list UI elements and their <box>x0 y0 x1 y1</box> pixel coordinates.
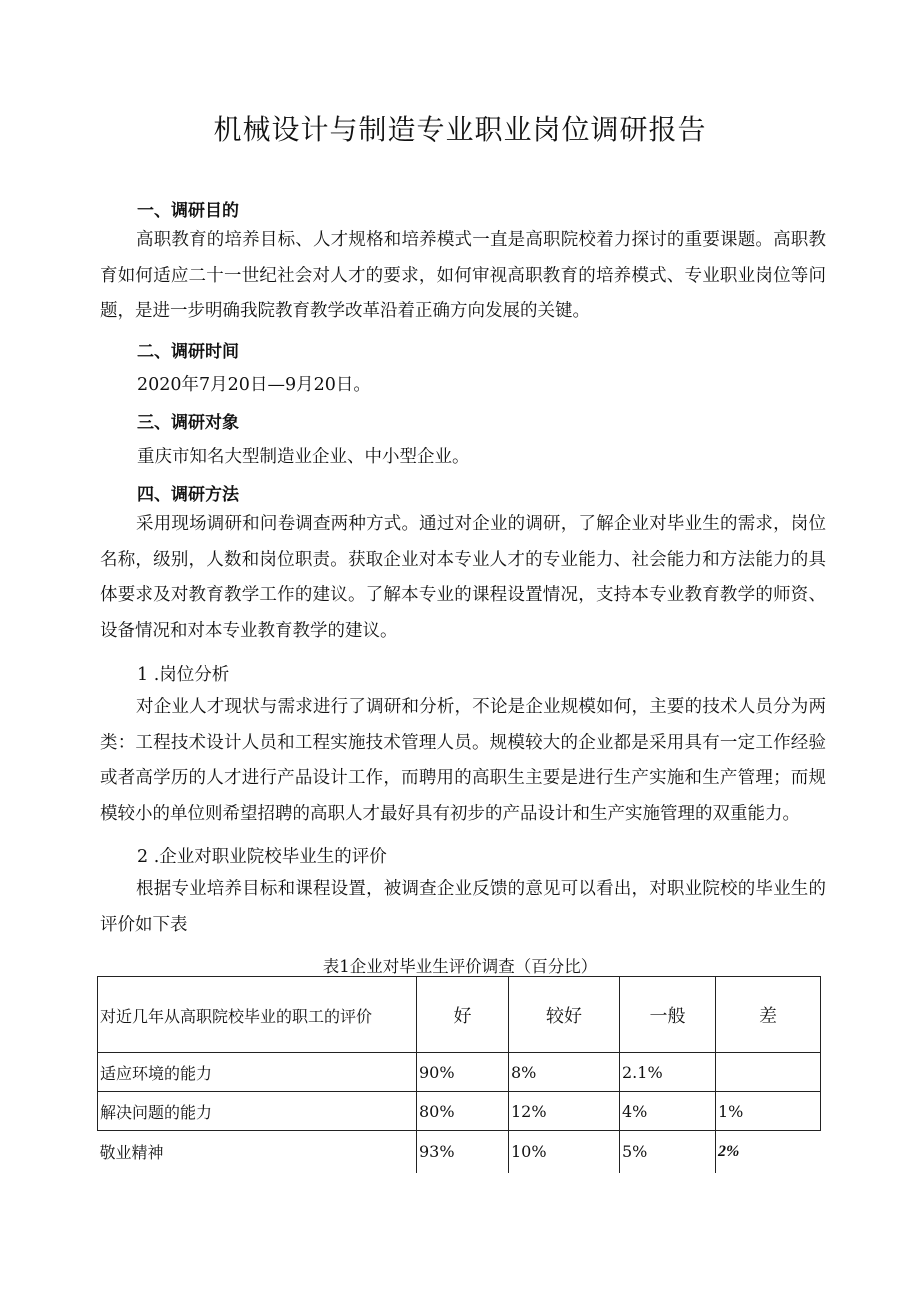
section-text-time: 2020年7月20日—9月20日。 <box>137 375 371 395</box>
table-cell: 敬业精神 <box>98 1131 417 1173</box>
table-cell: 93% <box>417 1131 509 1173</box>
table-cell: 解决问题的能力 <box>98 1092 417 1131</box>
table-cell: 2% <box>716 1131 821 1173</box>
table-row <box>98 1053 821 1092</box>
table-header-cell: 一般 <box>620 977 716 1053</box>
table-header-row <box>98 977 821 1053</box>
table-header-cell: 对近几年从高职院校毕业的职工的评价 <box>98 977 417 1053</box>
subsection-heading-evaluation: 2 .企业对职业院校毕业生的评价 <box>137 847 387 867</box>
table-cell: 适应环境的能力 <box>98 1053 417 1092</box>
table-header-cell: 较好 <box>509 977 620 1053</box>
section-text-purpose: 高职教育的培养目标、人才规格和培养模式一直是高职院校着力探讨的重要课题。高职教育如何适应二十一世纪社会对人才的要求，如何审视高职教育的培养模式、专业职业岗位等问题，是进一步明确我院教育教学改革沿着正确方向发展的关键。 <box>100 230 826 321</box>
subsection-text-evaluation: 根据专业培养目标和课程设置，被调查企业反馈的意见可以看出，对职业院校的毕业生的评价如下表 <box>100 879 826 935</box>
table-cell: 80% <box>417 1092 509 1131</box>
table-cell <box>716 1053 821 1092</box>
table-cell: 12% <box>509 1092 620 1131</box>
table-header-cell: 差 <box>716 977 821 1053</box>
section-heading-target: 三、调研对象 <box>137 413 239 433</box>
table-row <box>98 1092 821 1131</box>
table-caption: 表1企业对毕业生评价调查（百分比） <box>322 957 598 976</box>
section-text-method: 采用现场调研和问卷调查两种方式。通过对企业的调研，了解企业对毕业生的需求，岗位名称，级别，人数和岗位职责。获取企业对本专业人才的专业能力、社会能力和方法能力的具体要求及对教育教学工作的建议。了解本专业的课程设置情况，支持本专业教育教学的师资、设备情况和对本专业教育教学的建议。 <box>100 514 826 641</box>
table-cell: 10% <box>509 1131 620 1173</box>
evaluation-table <box>97 976 821 1173</box>
section-text-target: 重庆市知名大型制造业企业、中小型企业。 <box>137 447 470 467</box>
table-cell: 90% <box>417 1053 509 1092</box>
section-heading-purpose: 一、调研目的 <box>137 201 239 221</box>
table-cell: 1% <box>716 1092 821 1131</box>
table-row <box>98 1131 821 1173</box>
section-heading-time: 二、调研时间 <box>137 342 239 362</box>
subsection-heading-job-analysis: 1 .岗位分析 <box>137 665 230 685</box>
table-cell: 2.1% <box>620 1053 716 1092</box>
page-title: 机械设计与制造专业职业岗位调研报告 <box>213 113 707 146</box>
table-cell: 8% <box>509 1053 620 1092</box>
section-heading-method: 四、调研方法 <box>137 485 239 505</box>
table-cell: 5% <box>620 1131 716 1173</box>
table-header-cell: 好 <box>417 977 509 1053</box>
subsection-text-job-analysis: 对企业人才现状与需求进行了调研和分析，不论是企业规模如何，主要的技术人员分为两类：工程技术设计人员和工程实施技术管理人员。规模较大的企业都是采用具有一定工作经验或者高学历的人才进行产品设计工作，而聘用的高职生主要是进行生产实施和生产管理；而规模较小的单位则希望招聘的高职人才最好具有初步的产品设计和生产实施管理的双重能力。 <box>100 697 826 824</box>
table-cell: 4% <box>620 1092 716 1131</box>
